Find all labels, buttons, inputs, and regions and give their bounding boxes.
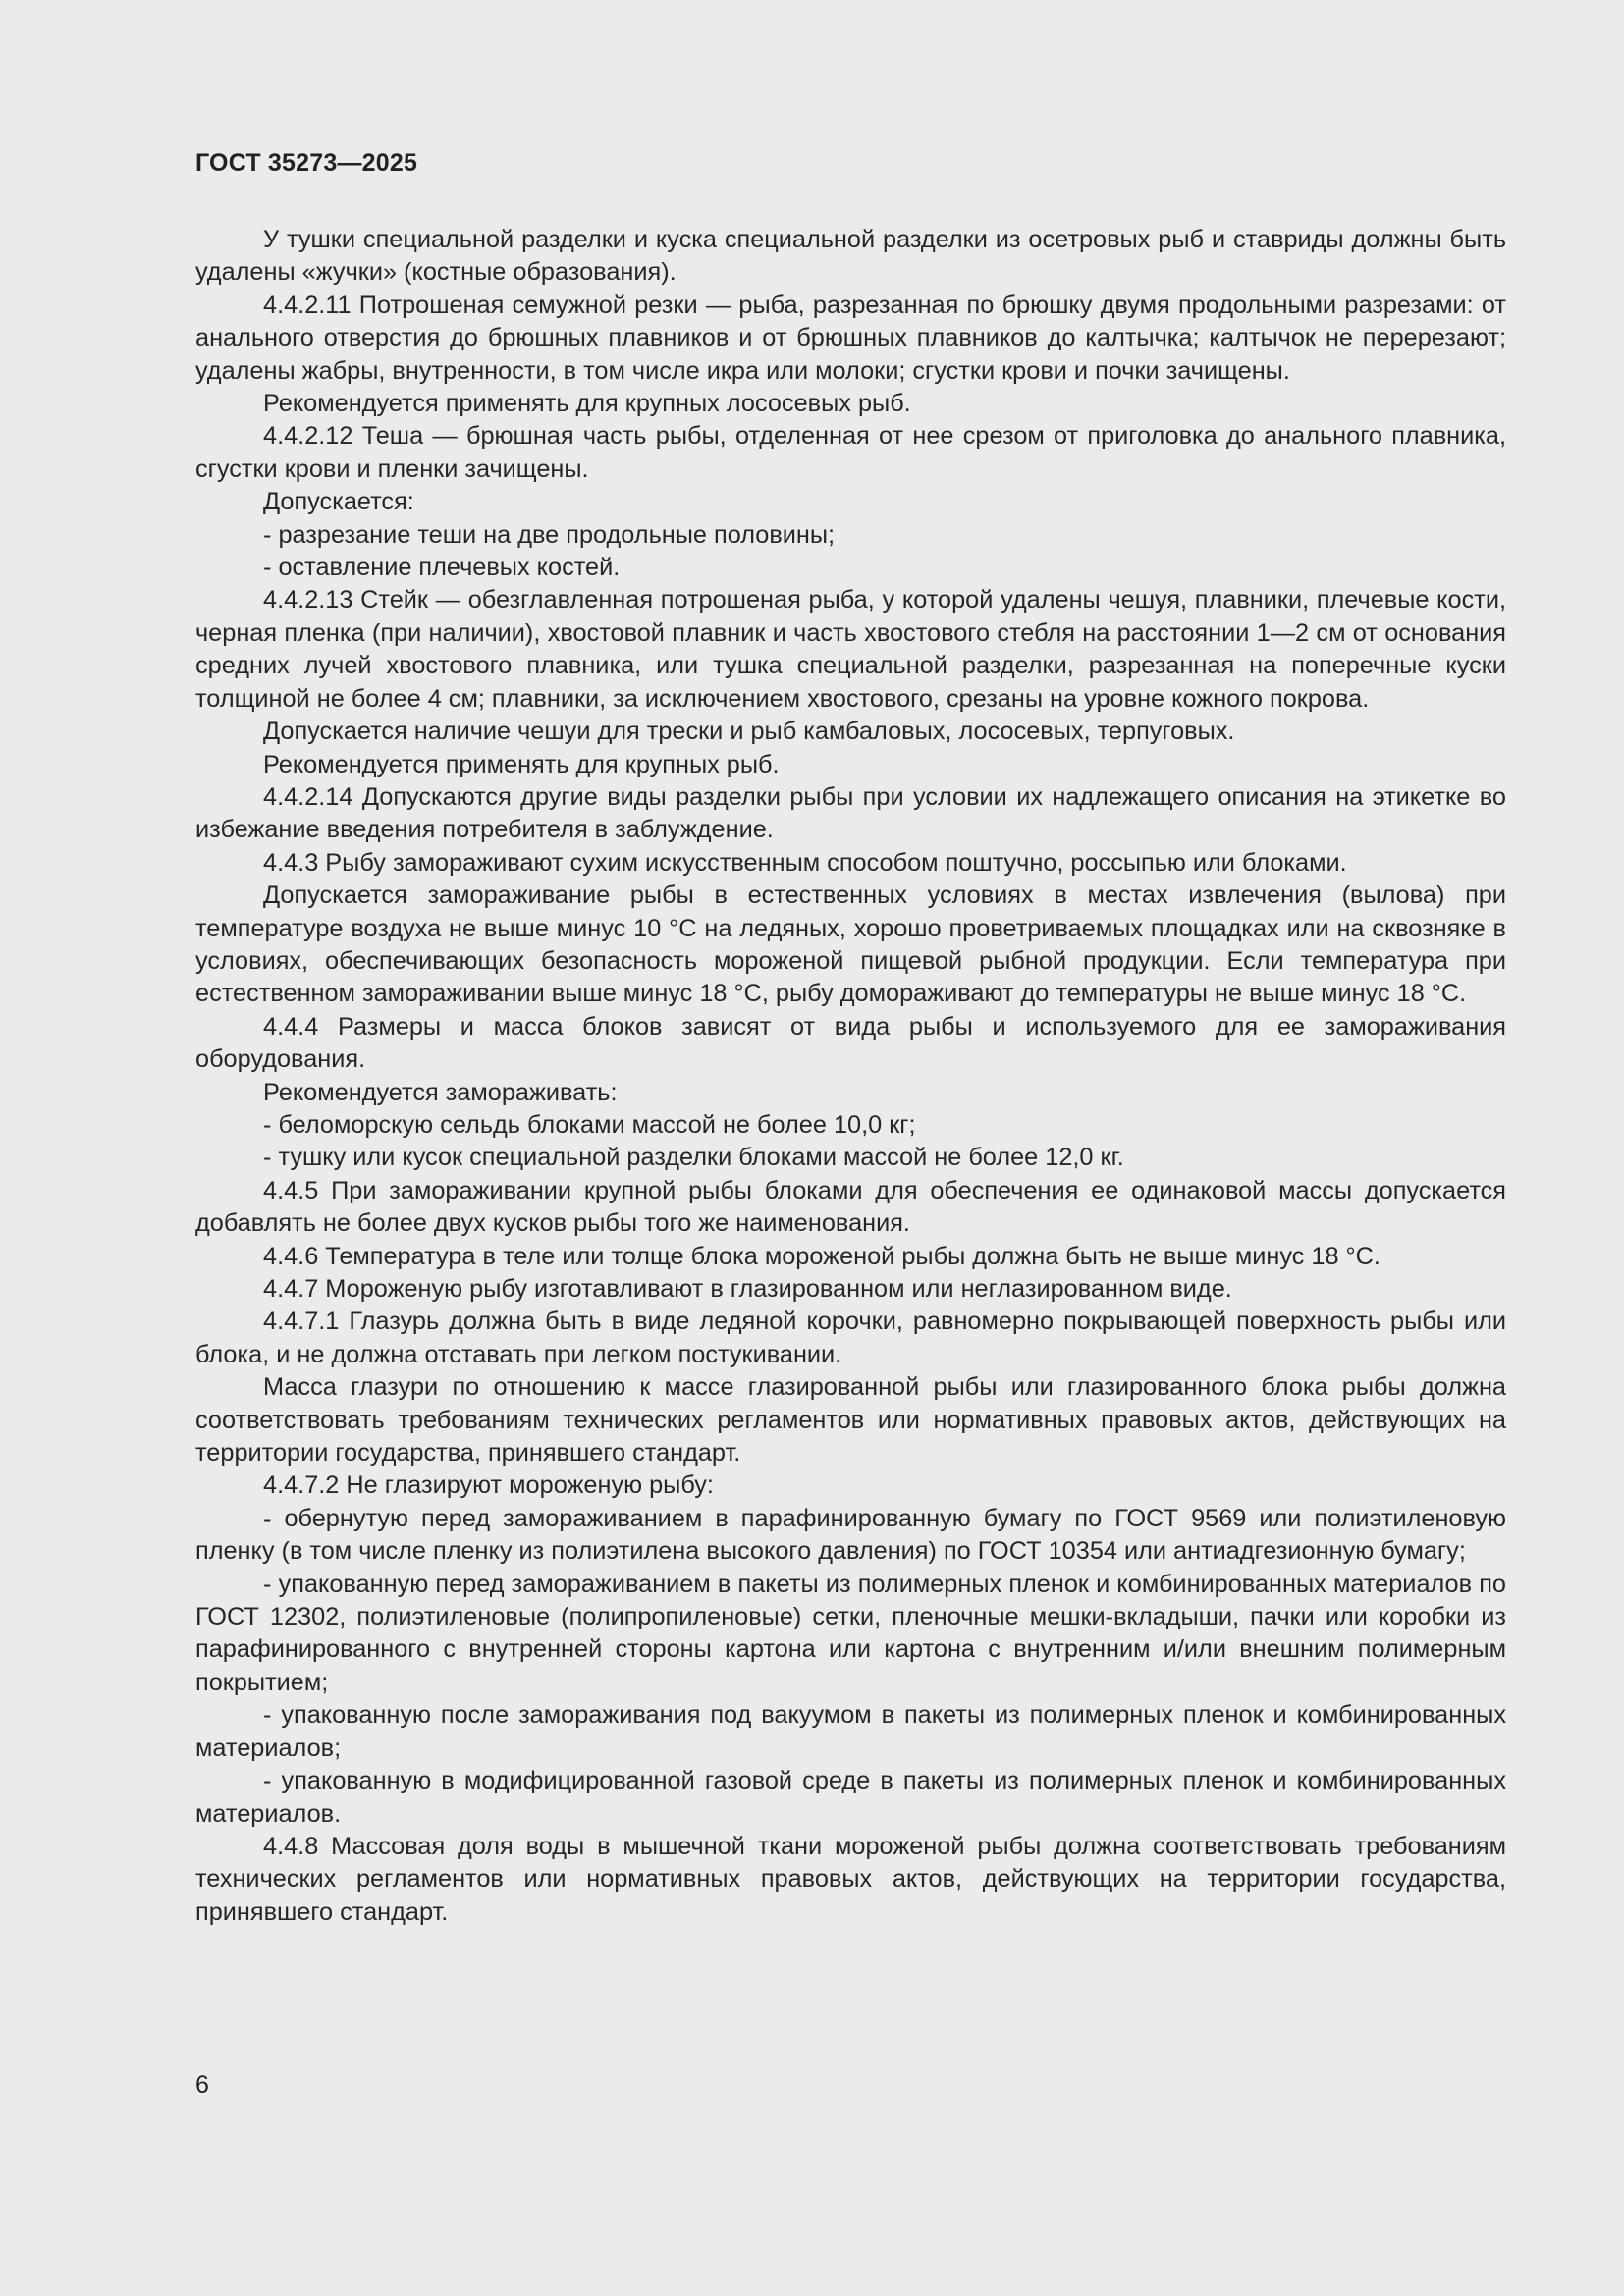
- paragraph: 4.4.8 Массовая доля воды в мышечной ткани мороженой рыбы должна соответствовать требованиям технических регламентов или нормативных правовых актов, действующих на территории государства, принявшего стандарт.: [195, 1832, 1506, 1926]
- paragraph: Допускается:: [263, 488, 414, 516]
- paragraph: 4.4.7 Мороженую рыбу изготавливают в глазированном или неглазированном виде.: [263, 1275, 1232, 1303]
- list-item: - оставление плечевых костей.: [263, 554, 621, 582]
- list-item: - обернутую перед замораживанием в парафинированную бумагу по ГОСТ 9569 или полиэтиленовую пленку (в том числе пленку из полиэтилена высокого давления) по ГОСТ 10354 или антиадгезионную бумагу;: [195, 1504, 1506, 1566]
- list-item: - беломорскую сельдь блоками массой не более 10,0 кг;: [263, 1110, 916, 1139]
- paragraph: 4.4.6 Температура в теле или толще блока мороженой рыбы должна быть не выше минус 18 °С.: [263, 1242, 1380, 1270]
- paragraph: 4.4.7.2 Не глазируют мороженую рыбу:: [263, 1471, 714, 1500]
- paragraph: 4.4.4 Размеры и масса блоков зависят от вида рыбы и используемого для ее замораживания оборудования.: [195, 1012, 1506, 1074]
- paragraph: Рекомендуется применять для крупных лососевых рыб.: [263, 390, 911, 418]
- document-body: [195, 224, 1506, 1929]
- list-item: - упакованную перед замораживанием в пакеты из полимерных пленок и комбинированных материалов по ГОСТ 12302, полиэтиленовые (полипропиленовые) сетки, пленочные мешки-вкладыши, пачки или коробки из парафинированного с внутренней стороны картона или картона с внутренним и/или внешним полимерным покрытием;: [195, 1570, 1506, 1696]
- paragraph: 4.4.5 При замораживании крупной рыбы блоками для обеспечения ее одинаковой массы допускается добавлять не более двух кусков рыбы того же наименования.: [195, 1176, 1506, 1238]
- paragraph: 4.4.2.14 Допускаются другие виды разделки рыбы при условии их надлежащего описания на этикетке во избежание введения потребителя в заблуждение.: [195, 782, 1506, 844]
- list-item: - тушку или кусок специальной разделки блоками массой не более 12,0 кг.: [263, 1144, 1124, 1172]
- paragraph: 4.4.2.12 Теша — брюшная часть рыбы, отделенная от нее срезом от приголовка до анального плавника, сгустки крови и пленки зачищены.: [195, 422, 1506, 483]
- paragraph: 4.4.2.11 Потрошеная семужной резки — рыба, разрезанная по брюшку двумя продольными разрезами: от анального отверстия до брюшных плавников и от брюшных плавников до калтычка; калтычок не перерезают; удалены жабры, внутренности, в том числе икра или молоки; сгустки крови и почки зачищены.: [195, 291, 1506, 385]
- paragraph: Рекомендуется замораживать:: [263, 1078, 618, 1106]
- paragraph: Допускается наличие чешуи для трески и рыб камбаловых, лососевых, терпуговых.: [263, 718, 1235, 746]
- paragraph: Допускается замораживание рыбы в естественных условиях в местах извлечения (вылова) при температуре воздуха не выше минус 10 °С на ледяных, хорошо проветриваемых площадках или на сквозняке в условиях, обеспечивающих безопасность мороженой пищевой рыбной продукции. Если температура при естественном замораживании выше минус 18 °С, рыбу домораживают до температуры не выше минус 18 °С.: [195, 881, 1506, 1008]
- paragraph: Рекомендуется применять для крупных рыб.: [263, 750, 780, 778]
- paragraph: 4.4.2.13 Стейк — обезглавленная потрошеная рыба, у которой удалены чешуя, плавники, плечевые кости, черная пленка (при наличии), хвостовой плавник и часть хвостового стебля на расстоянии 1—2 см от основания средних лучей хвостового плавника, или тушка специальной разделки, разрезанная на поперечные куски толщиной не более 4 см; плавники, за исключением хвостового, срезаны на уровне кожного покрова.: [195, 586, 1506, 713]
- list-item: - упакованную после замораживания под вакуумом в пакеты из полимерных пленок и комбинированных материалов;: [195, 1701, 1506, 1762]
- list-item: - упакованную в модифицированной газовой среде в пакеты из полимерных пленок и комбинированных материалов.: [195, 1767, 1506, 1828]
- page-number: 6: [195, 2071, 209, 2099]
- paragraph: 4.4.3 Рыбу замораживают сухим искусственным способом поштучно, россыпью или блоками.: [263, 848, 1347, 877]
- paragraph: Масса глазури по отношению к массе глазированной рыбы или глазированного блока рыбы должна соответствовать требованиям технических регламентов или нормативных правовых актов, действующих на территории государства, принявшего стандарт.: [195, 1373, 1506, 1468]
- document-header: ГОСТ 35273—2025: [195, 149, 418, 177]
- paragraph: 4.4.7.1 Глазурь должна быть в виде ледяной корочки, равномерно покрывающей поверхность рыбы или блока, и не должна отставать при легком постукивании.: [195, 1308, 1506, 1368]
- paragraph: У тушки специальной разделки и куска специальной разделки из осетровых рыб и ставриды должны быть удалены «жучки» (костные образования).: [195, 226, 1506, 287]
- list-item: - разрезание теши на две продольные половины;: [263, 520, 836, 549]
